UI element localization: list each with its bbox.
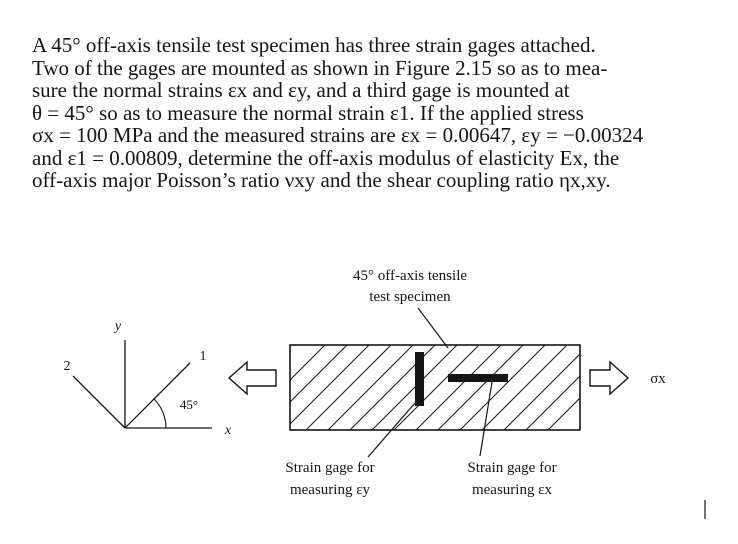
x-axis-label: x (224, 423, 232, 438)
axis-2-label: 2 (63, 359, 71, 374)
specimen-label-line-1: 45° off-axis tensile (352, 268, 468, 284)
gage-x-leader (480, 382, 492, 456)
specimen-hatching (240, 345, 633, 430)
right-load-arrow-icon (590, 362, 628, 394)
y-axis-label: y (114, 319, 122, 334)
axis-1-line (125, 363, 190, 428)
stress-label: σx (650, 371, 666, 387)
angle-label: 45° (179, 397, 199, 412)
problem-line-2: Two of the gages are mounted as shown in Figure 2.15 so as to mea- (32, 55, 608, 80)
problem-line-6: and ε1 = 0.00809, determine the off-axis modulus of elasticity Ex, the (32, 145, 620, 170)
specimen-outline (290, 345, 580, 430)
problem-line-7: off-axis major Poisson’s ratio νxy and the shear coupling ratio ηx,xy. (32, 168, 611, 192)
problem-line-4: θ = 45° so as to measure the normal strain ε1. If the applied stress (32, 100, 584, 125)
gage-x-label-line-1: Strain gage for (467, 460, 557, 476)
angle-arc (154, 399, 166, 428)
specimen-label-leader (418, 308, 448, 348)
problem-line-5: σx = 100 MPa and the measured strains are εx = 0.00647, εy = −0.00324 (32, 123, 644, 147)
gage-y-label-line-1: Strain gage for (285, 460, 375, 476)
coordinate-axes (64, 319, 232, 438)
gage-x-label-line-2: measuring εx (471, 482, 553, 498)
strain-gage-y (415, 352, 424, 406)
problem-line-1: A 45° off-axis tensile test specimen has three strain gages attached. (32, 33, 596, 57)
axis-2-line (73, 376, 125, 428)
gage-y-label-line-2: measuring εy (289, 482, 371, 498)
left-load-arrow-icon (229, 362, 276, 394)
specimen (240, 345, 633, 430)
problem-line-3: sure the normal strains εx and εy, and a third gage is mounted at (32, 78, 570, 102)
specimen-label-line-2: test specimen (369, 289, 451, 305)
strain-gage-x (448, 374, 508, 382)
axis-1-label: 1 (199, 349, 207, 364)
